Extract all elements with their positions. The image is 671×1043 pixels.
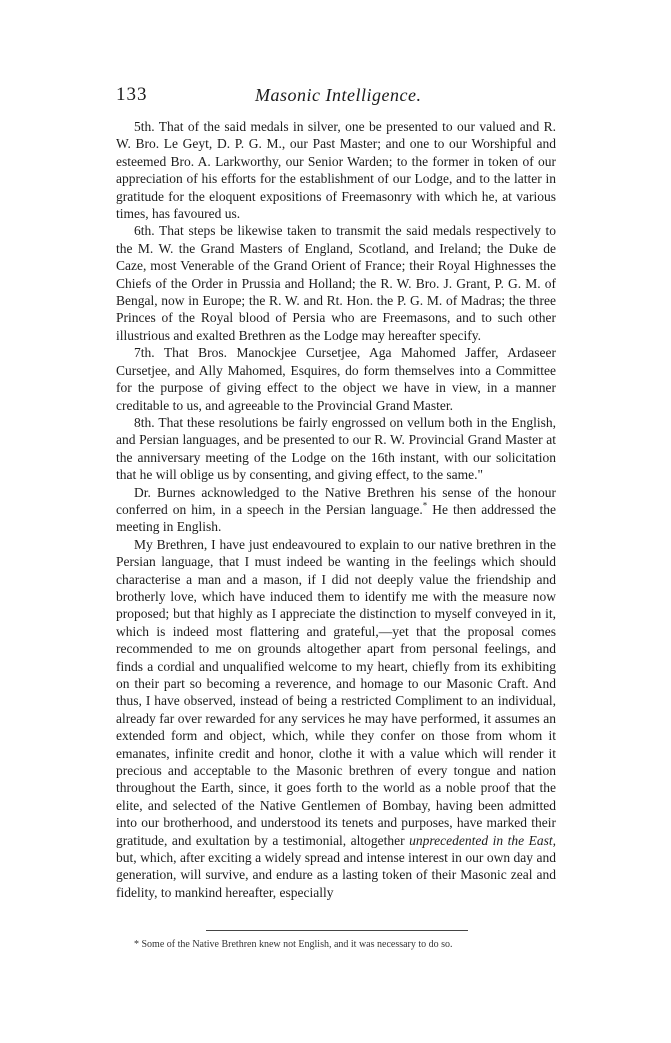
body-text	[116, 118, 556, 901]
footnote-divider	[206, 930, 468, 931]
resolution-7th: 7th. That Bros. Manockjee Cursetjee, Aga Mahomed Jaffer, Ardaseer Cursetjee, and Ally Mahomed, Esquires, do form themselves into a Committee for the purpose of giving effect to the object we have in view, in a manner creditable to us, and agreeable to the Provincial Grand Master.	[116, 345, 556, 413]
footnote-reference: *	[422, 500, 428, 511]
narrative-text-after: He then addressed the meeting in English.	[116, 501, 556, 535]
footnote-mark: *	[134, 939, 139, 950]
footnote-text: Some of the Native Brethren knew not English, and it was necessary to do so.	[139, 939, 453, 950]
speech-part-1: My Brethren, I have just endeavoured to explain to our native brethren in the Persian language, that I must indeed be wanting in the feelings which should characterise a man and a mason, if I did not deeply value the friendship and brotherly love, which have induced them to identify me with the measure now proposed; but that highly as I appreciate the distinction to myself conveyed in it, which is indeed most flattering and grateful,—yet that the proposal comes recommended to me on grounds altogether apart from personal feelings, and finds a cordial and unqualified welcome to my heart, chiefly from its exhibiting on their part so becoming a reverence, and homage to our Masonic Craft. And thus, I have observed, instead of being a restricted Compliment to an individual, already far over rewarded for any services he may have performed, it assumes an extended form and object, which, while they confer on those from whom it emanates, infinite credit and honor, clothe it with a value which will render it precious and acceptable to the Masonic brethren of every tongue and nation throughout the Earth, since, it goes forth to the world as a noble proof that the elite, and selected of the Native Gentlemen of Bombay, having been admitted into our brotherhood, and understood its tenets and purposes, have marked their gratitude, and exultation by a testimonial, altogether	[116, 536, 556, 848]
speech-part-2: but, which, after exciting a widely spread and intense interest in our own day and generation, will survive, and endure as a lasting token of their Masonic zeal and fidelity, to mankind hereafter, especially	[116, 850, 556, 900]
resolution-6th: 6th. That steps be likewise taken to transmit the said medals respectively to the M. W. the Grand Masters of England, Scotland, and Ireland; the Duke de Caze, most Venerable of the Grand Orient of France; their Royal Highnesses the Chiefs of the Order in Prussia and Holland; the R. W. Bro. J. Grant, P. G. M. of Bengal, now in Europe; the R. W. and Rt. Hon. the P. G. M. of Madras; the three Princes of the Royal blood of Persia who are Freemasons, and to such other illustrious and exalted Brethren as the Lodge may hereafter specify.	[116, 223, 556, 343]
page-number: 133	[116, 84, 148, 105]
footnote	[116, 938, 556, 951]
running-head: Masonic Intelligence.	[255, 85, 422, 105]
resolution-8th: 8th. That these resolutions be fairly engrossed on vellum both in the English, and Persian languages, and be presented to our R. W. Provincial Grand Master at the anniversary meeting of the Lodge on the 16th instant, with our solicitation that he will oblige us by consenting, and giving effect, to the same."	[116, 414, 556, 483]
speech-paragraph	[116, 536, 556, 902]
narrative-paragraph	[116, 484, 556, 536]
speech-emphasis: unprecedented in the East,	[409, 832, 556, 848]
narrative-text: Dr. Burnes acknowledged to the Native Brethren his sense of the honour conferred on him, in a speech in the Persian language.	[116, 484, 556, 517]
resolution-5th: 5th. That of the said medals in silver, one be presented to our valued and R. W. Bro. Le Geyt, D. P. G. M., our Past Master; and one to our Worshipful and esteemed Bro. A. Larkworthy, our Senior Warden; to the former in token of our appreciation of his efforts for the establishment of our Lodge, and to the latter in gratitude for the eloquent expositions of Freemasonry with which he, at various times, has favoured us.	[116, 119, 556, 222]
page-header	[116, 84, 556, 114]
